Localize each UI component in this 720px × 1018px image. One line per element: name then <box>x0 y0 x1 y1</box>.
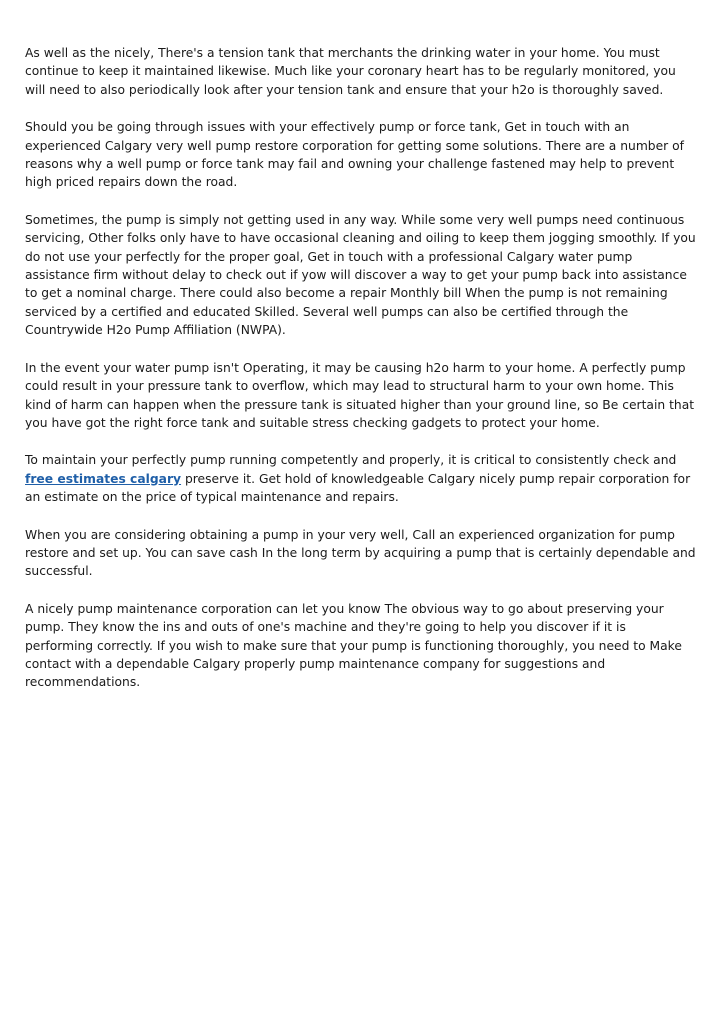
paragraph-6: When you are considering obtaining a pump in your very well, Call an experienced organization for pump restore and set up. You can save cash In the long term by acquiring a pump that is certainly dependable and successful. <box>25 527 696 579</box>
paragraph-1: As well as the nicely, There's a tension tank that merchants the drinking water in your home. You must continue to keep it maintained likewise. Much like your coronary heart has to be regularly monitored, you will need to also periodically look after your tension tank and ensure that your h2o is thoroughly saved. <box>25 46 676 97</box>
paragraph-4: In the event your water pump isn't Operating, it may be causing h2o harm to your home. A perfectly pump could result in your pressure tank to overflow, which may lead to structural harm to your own home. This kind of harm can happen when the pressure tank is situated higher than your ground line, so Be certain that you have got the right force tank and suitable stress checking gadgets to protect your home. <box>25 360 695 430</box>
paragraph-2: Should you be going through issues with your effectively pump or force tank, Get in touch with an experienced Calgary very well pump restore corporation for getting some solutions. There are a number of reasons why a well pump or force tank may fail and owning your challenge fastened may help to prevent high priced repairs down the road. <box>25 120 684 190</box>
paragraph-7: A nicely pump maintenance corporation can let you know The obvious way to go about preserving your pump. They know the ins and outs of one's machine and they're going to help you discover if it is performing correctly. If you wish to make sure that your pump is functioning thoroughly, you need to Make contact with a dependable Calgary properly pump maintenance company for suggestions and recommendations. <box>25 601 682 690</box>
paragraph-3: Sometimes, the pump is simply not getting used in any way. While some very well pumps need continuous servicing, Other folks only have to have occasional cleaning and oiling to keep them jogging smoothly. If you do not use your perfectly for the proper goal, Get in touch with a professional Calgary water pump assistance firm without delay to check out if yow will discover a way to get your pump back into assistance to get a nominal charge. There could also become a repair Monthly bill When the pump is not remaining serviced by a certified and educated Skilled. Several well pumps can also be certified through the Countrywide H2o Pump Affiliation (NWPA). <box>25 212 696 338</box>
paragraph-5-text-before: To maintain your perfectly pump running competently and properly, it is critical to consistently check and <box>25 453 677 468</box>
paragraph-5-text-after: preserve it. Get hold of knowledgeable Calgary nicely pump repair corporation for an estimate on the price of typical maintenance and repairs. <box>25 471 691 505</box>
document-body <box>25 44 697 711</box>
paragraph-5 <box>25 451 697 506</box>
free-estimates-link[interactable]: free estimates calgary <box>25 471 182 486</box>
